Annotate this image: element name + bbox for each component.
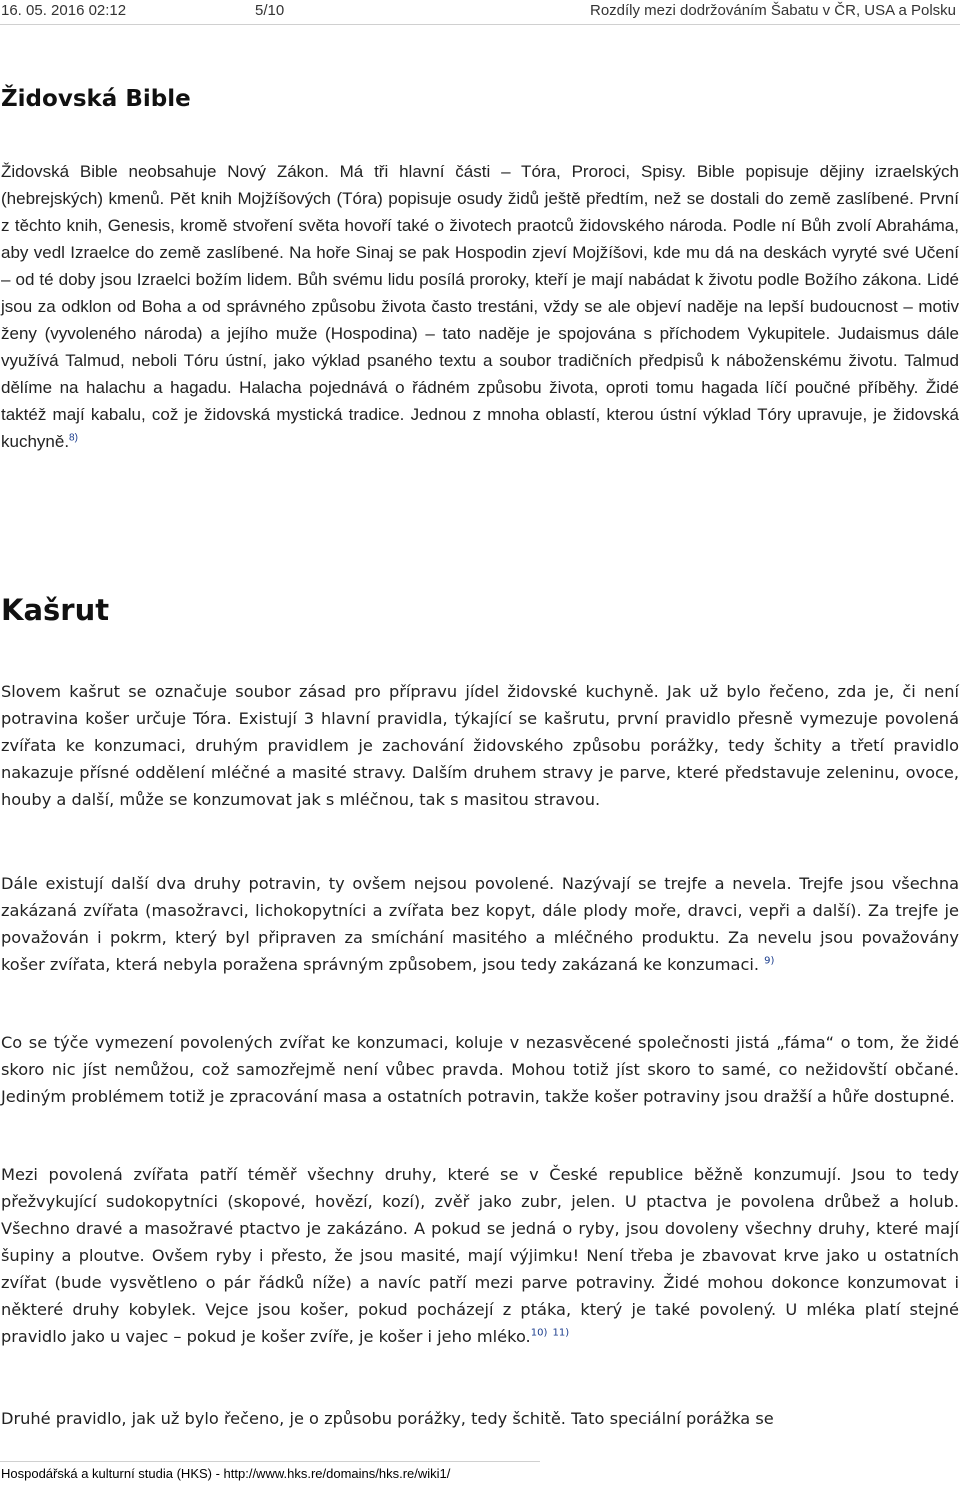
kasrut-paragraph-2-text: Dále existují další dva druhy potravin, ty ovšem nejsou povolené. Nazývají se trejfe a nevela. Trejfe jsou všechna zakázaná zvířata (masožravci, lichokopytníci a zvířata bez kopyt, dále plody moře, dravci, vepři a další). Za trejfe je považován i pokrm, který byl připraven za smíchání masitého a mléčného produktu. Za nevelu jsou považovány košer zvířata, která nebyla poražena správným způsobem, jsou tedy zakázaná ke konzumaci. bbox=[1, 874, 959, 974]
document-title: Rozdíly mezi dodržováním Šabatu v ČR, USA a Polsku bbox=[590, 2, 956, 19]
kasrut-paragraph-5: Druhé pravidlo, jak už bylo řečeno, je o způsobu porážky, tedy šchitě. Tato speciální porážka se bbox=[1, 1409, 774, 1428]
footnote-link-8[interactable]: 8) bbox=[69, 432, 78, 444]
print-date: 16. 05. 2016 02:12 bbox=[1, 2, 127, 19]
kasrut-paragraph-1: Slovem kašrut se označuje soubor zásad pro přípravu jídel židovské kuchyně. Jak už bylo řečeno, zda je, či není potravina košer určuje Tóra. Existují 3 hlavní pravidla, týkající se kašrutu, první pravidlo přesně vymezuje povolená zvířata ke konzumaci, druhým pravidlem je zachování židovského způsobu porážky, tedy šchity a třetí pravidlo nakazuje přísné oddělení mléčné a masité stravy. Dalším druhem stravy je parve, které představuje zeleninu, ovoce, houby a další, může se konzumovat jak s mléčnou, tak s masitou stravou. bbox=[1, 682, 959, 809]
page-number: 5/10 bbox=[255, 2, 285, 19]
section-heading-bible: Židovská Bible bbox=[1, 86, 191, 112]
footnote-link-11[interactable]: 11) bbox=[552, 1327, 570, 1339]
footer-divider bbox=[0, 1461, 540, 1462]
bible-paragraph-text: Židovská Bible neobsahuje Nový Zákon. Má tři hlavní části – Tóra, Proroci, Spisy. Bible popisuje dějiny izraelských (hebrejských) kmenů. Pět knih Mojžíšových (Tóra) popisuje osudy židů ještě předtím, než se dostali do země zaslíbené. První z těchto knih, Genesis, kromě stvoření světa hovoří také o životech praotců židovského národa. Podle ní Bůh zvolí Abraháma, aby vedl Izraelce do země zaslíbené. Na hoře Sinaj se pak Hospodin zjeví Mojžíšovi, kde mu dá na deskách vyryté své Učení – od té doby jsou Izraelci božím lidem. Bůh svému lidu posílá proroky, kteří je mají nabádat k životu podle Božího zákona. Lidé jsou za odklon od Boha a od správného způsobu života často trestáni, vždy se ale objeví naděje na lepší budoucnost – motiv ženy (vyvoleného národa) a jejího muže (Hospodina) – tato naděje je spojována s příchodem Vykupitele. Judaismus dále využívá Talmud, neboli Tóru ústní, jako výklad psaného textu a soubor tradičních předpisů k náboženskému životu. Talmud dělíme na halachu a hagadu. Halacha pojednává o řádném způsobu života, oproti tomu hagada líčí poučné příběhy. Židé taktéž mají kabalu, což je židovská mystická tradice. Jednou z mnoha oblastí, kterou ústní výklad Tóry upravuje, je židovská kuchyně. bbox=[1, 162, 959, 451]
footnote-link-10[interactable]: 10) bbox=[530, 1327, 548, 1339]
kasrut-paragraph-4-text: Mezi povolená zvířata patří téměř všechny druhy, které se v České republice běžně konzumují. Jsou to tedy přežvykující sudokopytníci (skopové, hovězí, kozí), zvěř jako zubr, jelen. U ptactva je povolena drůbež a holub. Všechno dravé a masožravé ptactvo je zakázáno. A pokud se jedná o ryby, jsou dovoleny všechny druhy, které mají šupiny a ploutve. Ovšem ryby i přesto, že jsou masité, mají výjimku! Není třeba je zbavovat krve jako u ostatních zvířat (bude vysvětleno o pár řádků níže) a navíc patří mezi parve potraviny. Židé mohou dokonce konzumovat i některé druhy kobylek. Vejce jsou košer, pokud pocházejí z ptáka, který je také povolený. U mléka platí stejné pravidlo jako u vajec – pokud je košer zvíře, je košer i jeho mléko. bbox=[1, 1165, 959, 1346]
kasrut-paragraph-4 bbox=[1, 1161, 959, 1350]
kasrut-paragraph-2 bbox=[1, 870, 959, 978]
page-header bbox=[1, 2, 956, 24]
page-footer: Hospodářská a kulturní studia (HKS) - http://www.hks.re/domains/hks.re/wiki1/ bbox=[1, 1466, 451, 1481]
kasrut-paragraph-3: Co se týče vymezení povolených zvířat ke konzumaci, koluje v nezasvěcené společnosti jistá „fáma“ o tom, že židé skoro nic jíst nemůžou, což samozřejmě není vůbec pravda. Mohou totiž jíst skoro to samé, co nežidovští občané. Jediným problémem totiž je zpracování masa a ostatních potravin, takže košer potraviny jsou dražší a hůře dostupné. bbox=[1, 1033, 959, 1106]
section-heading-kasrut: Kašrut bbox=[1, 593, 110, 627]
header-divider bbox=[0, 24, 960, 25]
footnote-link-9[interactable]: 9) bbox=[764, 955, 775, 967]
bible-paragraph bbox=[1, 158, 959, 455]
